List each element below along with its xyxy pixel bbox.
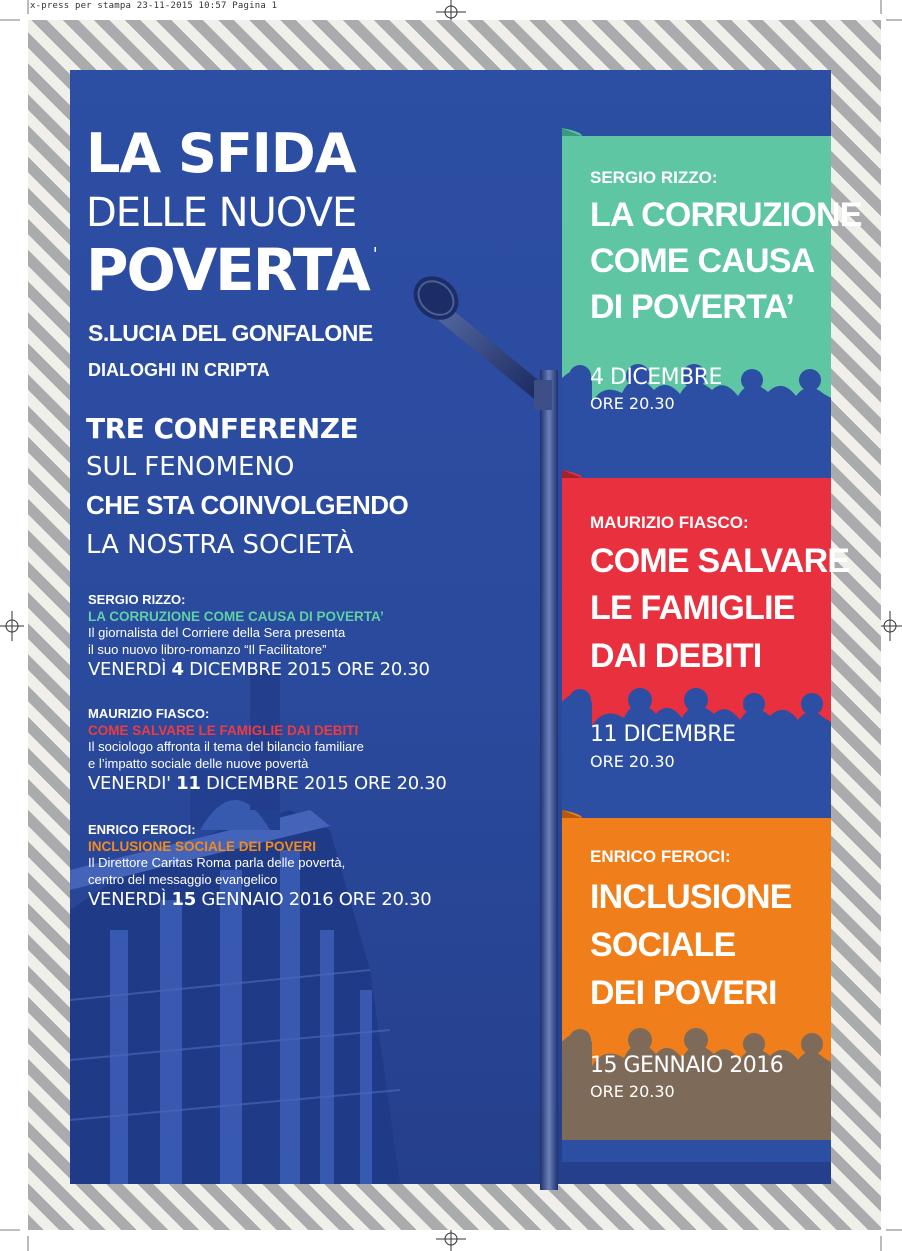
banner-time: ORE 20.30 <box>590 394 675 413</box>
banner-speaker: SERGIO RIZZO: <box>590 168 718 187</box>
event-date-day: VENERDÌ <box>88 659 172 680</box>
event-title: INCLUSIONE SOCIALE DEI POVERI <box>88 839 317 854</box>
banner-date: 15 GENNAIO 2016 <box>590 1053 784 1078</box>
event-date <box>88 889 431 910</box>
event-date-number: 4 <box>171 659 184 680</box>
event-2 <box>88 706 447 794</box>
banner-date: 11 DICEMBRE <box>590 722 736 747</box>
banner-feroci <box>562 810 831 1162</box>
banner-time: ORE 20.30 <box>590 1082 675 1101</box>
event-date-number: 11 <box>176 773 201 794</box>
venue-line-2: DIALOGHI IN CRIPTA <box>88 360 270 380</box>
banner-title-3: DAI DEBITI <box>590 637 762 675</box>
intro-line-2: SUL FENOMENO <box>86 452 295 482</box>
event-date-rest: DICEMBRE 2015 ORE 20.30 <box>200 773 447 794</box>
microphone-icon <box>410 270 570 410</box>
event-desc-1: Il sociologo affronta il tema del bilancio familiare <box>88 739 364 754</box>
banner-title-1: LA CORRUZIONE <box>590 196 862 234</box>
intro-line-4: LA NOSTRA SOCIETÀ <box>86 530 354 560</box>
event-date-rest: DICEMBRE 2015 ORE 20.30 <box>183 659 430 680</box>
event-date <box>88 659 430 680</box>
event-date <box>88 773 447 794</box>
banner-title-3: DEI POVERI <box>590 974 777 1012</box>
venue-line-1: S.LUCIA DEL GONFALONE <box>88 320 373 346</box>
banner-title-2: COME CAUSA <box>590 242 815 280</box>
banner-speaker: ENRICO FEROCI: <box>590 847 731 866</box>
event-title: LA CORRUZIONE COME CAUSA DI POVERTA’ <box>88 609 384 624</box>
event-speaker: MAURIZIO FIASCO: <box>88 706 210 721</box>
event-desc-1: Il Direttore Caritas Roma parla delle povertà, <box>88 855 346 870</box>
banner-rizzo <box>562 128 862 500</box>
banner-speaker: MAURIZIO FIASCO: <box>590 513 749 532</box>
banner-title-2: LE FAMIGLIE <box>590 589 795 627</box>
print-header: x-press per stampa 23-11-2015 10:57 Pagina 1 <box>30 1 278 11</box>
event-date-day: VENERDI' <box>88 773 177 794</box>
title-line-1: LA SFIDA <box>86 122 356 185</box>
event-desc-2: e l’impatto sociale delle nuove povertà <box>88 756 309 771</box>
event-3 <box>88 822 431 910</box>
banner-title-3: DI POVERTA’ <box>590 288 795 326</box>
event-speaker: ENRICO FEROCI: <box>88 822 196 837</box>
banner-title-1: INCLUSIONE <box>590 878 792 916</box>
event-desc-1: Il giornalista del Corriere della Sera presenta <box>88 625 346 640</box>
title-poverta: POVERTA <box>86 236 369 304</box>
title-apostrophe: ' <box>372 244 376 265</box>
event-title: COME SALVARE LE FAMIGLIE DAI DEBITI <box>88 723 359 738</box>
banner-title-2: SOCIALE <box>590 926 736 964</box>
banner-fiasco <box>562 470 850 820</box>
banner-time: ORE 20.30 <box>590 752 675 771</box>
microphone-stand <box>540 370 558 1190</box>
event-1 <box>88 592 430 680</box>
intro-line-1: TRE CONFERENZE <box>86 412 359 445</box>
intro-line-3: CHE STA COINVOLGENDO <box>86 490 409 520</box>
title-line-2: DELLE NUOVE <box>86 190 357 236</box>
banner-date: 4 DICEMBRE <box>590 365 722 390</box>
event-date-day: VENERDÌ <box>88 889 172 910</box>
event-date-number: 15 <box>171 889 196 910</box>
banner-title-1: COME SALVARE <box>590 542 850 580</box>
title-line-3 <box>86 236 376 304</box>
event-date-rest: GENNAIO 2016 ORE 20.30 <box>195 889 432 910</box>
event-speaker: SERGIO RIZZO: <box>88 592 186 607</box>
poster <box>70 70 862 1184</box>
event-desc-2: centro del messaggio evangelico <box>88 872 278 887</box>
event-desc-2: il suo nuovo libro-romanzo “Il Facilitatore” <box>88 642 327 657</box>
